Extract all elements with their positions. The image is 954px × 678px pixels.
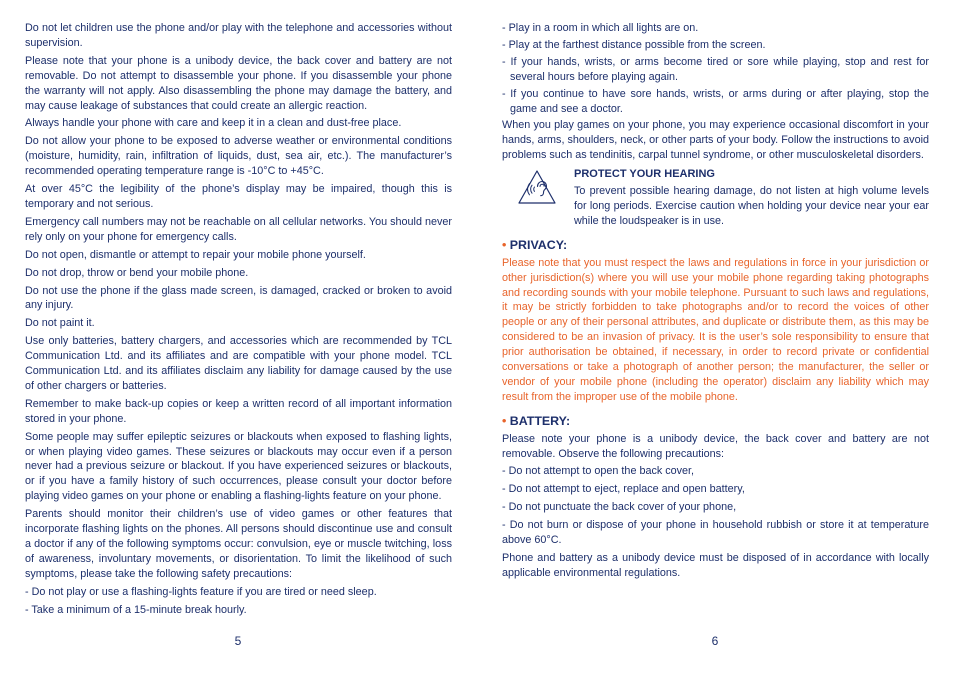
battery-title: BATTERY: <box>509 413 571 428</box>
battery-closing: Phone and battery as a unibody device must be disposed of in accordance with locally applicable environmental regulations. <box>502 552 929 579</box>
precaution-item: - Play at the farthest distance possible from the screen. <box>502 38 766 51</box>
page-number-left: 5 <box>234 634 242 648</box>
hearing-body: To prevent possible hearing damage, do not listen at high volume levels for long periods. Exercise caution when holding your device near your ear while the loudspeaker is in use. <box>574 185 929 227</box>
privacy-bullet: • <box>502 237 507 252</box>
right-page <box>502 21 929 584</box>
paragraph: Parents should monitor their children’s use of video games or other features that incorporate flashing lights on the phones. All persons should discontinue use and consult a doctor if any of the following symptoms occur: convulsion, eye or muscle twitching, loss of awareness, involuntary movements, or disorientation. To limit the likelihood of such symptoms, please take the following safety precautions: <box>25 508 452 580</box>
left-page <box>25 21 452 621</box>
paragraph: Do not use the phone if the glass made screen, is damaged, cracked or broken to avoid any injury. <box>25 284 452 312</box>
precaution-item: - If you continue to have sore hands, wrists, or arms during or after playing, stop the game and see a doctor. <box>502 87 929 115</box>
paragraph: Emergency call numbers may not be reachable on all cellular networks. You should never rely only on your phone for emergency calls. <box>25 215 452 243</box>
precaution-item: - Play in a room in which all lights are on. <box>502 22 699 34</box>
paragraph: Use only batteries, battery chargers, and accessories which are recommended by TCL Communication Ltd. and its affiliates and are compatible with your phone model. TCL Communication Ltd. and its affiliates disclaim any liability for damage caused by the use of other chargers or batteries. <box>25 335 452 392</box>
paragraph: Remember to make back-up copies or keep a written record of all important information stored in your phone. <box>25 397 452 425</box>
precaution-item: - Do not play or use a flashing-lights feature if you are tired or need sleep. <box>25 585 377 598</box>
precaution-item: - If your hands, wrists, or arms become tired or sore while playing, stop and rest for several hours before playing again. <box>502 55 929 83</box>
hearing-title: PROTECT YOUR HEARING <box>574 168 715 181</box>
battery-bullet: • <box>502 413 507 428</box>
privacy-heading <box>502 238 929 253</box>
hearing-warning-icon <box>502 167 574 229</box>
battery-item: - Do not attempt to eject, replace and open battery, <box>502 483 745 496</box>
privacy-title: PRIVACY: <box>509 237 568 252</box>
paragraph: Some people may suffer epileptic seizures or blackouts when exposed to flashing lights, or when playing video games. These seizures or blackouts may occur even if a person never had a previous seizure or blackout. If you have experienced seizures or blackouts, or if you have a family history of such occurrences, please consult your doctor before playing video games on your phone or enabling a flashing-lights feature on your phone. <box>25 430 452 503</box>
battery-item: - Do not punctuate the back cover of your phone, <box>502 501 737 514</box>
precaution-item: - Take a minimum of a 15-minute break hourly. <box>25 603 247 616</box>
battery-intro: Please note your phone is a unibody device, the back cover and battery are not removable. Observe the following precautions: <box>502 432 929 460</box>
paragraph: Do not drop, throw or bend your mobile phone. <box>25 266 249 279</box>
paragraph: At over 45°C the legibility of the phone’s display may be impaired, though this is temporary and not serious. <box>25 183 452 210</box>
hearing-warning-icon-graphic <box>517 169 557 205</box>
battery-heading <box>502 414 929 429</box>
battery-item: - Do not burn or dispose of your phone in household rubbish or store it at temperature above 60°C. <box>502 519 929 547</box>
paragraph: Do not let children use the phone and/or play with the telephone and accessories without supervision. <box>25 22 452 49</box>
paragraph: Do not open, dismantle or attempt to repair your mobile phone yourself. <box>25 248 366 261</box>
paragraph: Please note that your phone is a unibody device, the back cover and battery are not removable. Do not attempt to disassemble your phone. If you disassemble your phone the warranty will not apply. Also disassembling the phone may damage the battery, and may cause leakage of substances that could create an allergic reaction. <box>25 54 452 112</box>
hearing-text-block <box>574 167 929 229</box>
battery-item: - Do not attempt to open the back cover, <box>502 465 695 478</box>
privacy-text: Please note that you must respect the laws and regulations in force in your jurisdiction or other jurisdiction(s) where you will use your mobile phone regarding taking photographs and recording sounds with your mobile telephone. Pursuant to such laws and regulations, it may be strictly forbidden to take photographs and/or to record the voices of other people or any of their personal attributes, and duplicate or distribute them, as this may be considered to be an invasion of privacy. It is the user’s sole responsibility to ensure that prior authorisation be obtained, if necessary, in order to record private or confidential conversations or take a photograph of another person; the manufacturer, the seller or vendor of your mobile phone (including the operator) disclaim any liability which may result from the improper use of the mobile phone. <box>502 256 929 403</box>
hearing-notice <box>502 167 929 229</box>
paragraph: Always handle your phone with care and keep it in a clean and dust-free place. <box>25 117 402 130</box>
paragraph: Do not paint it. <box>25 317 95 330</box>
paragraph: Do not allow your phone to be exposed to adverse weather or environmental conditions (moisture, humidity, rain, infiltration of liquids, dust, sea air, etc.). The manufacturer’s recommended operating temperature range is -10°C to +45°C. <box>25 135 452 178</box>
page-number-right: 6 <box>711 634 719 648</box>
discomfort-paragraph: When you play games on your phone, you may experience occasional discomfort in your hands, arms, shoulders, neck, or other parts of your body. Follow the instructions to avoid problems such as tendinitis, carpal tunnel syndrome, or other musculoskeletal disorders. <box>502 119 929 162</box>
